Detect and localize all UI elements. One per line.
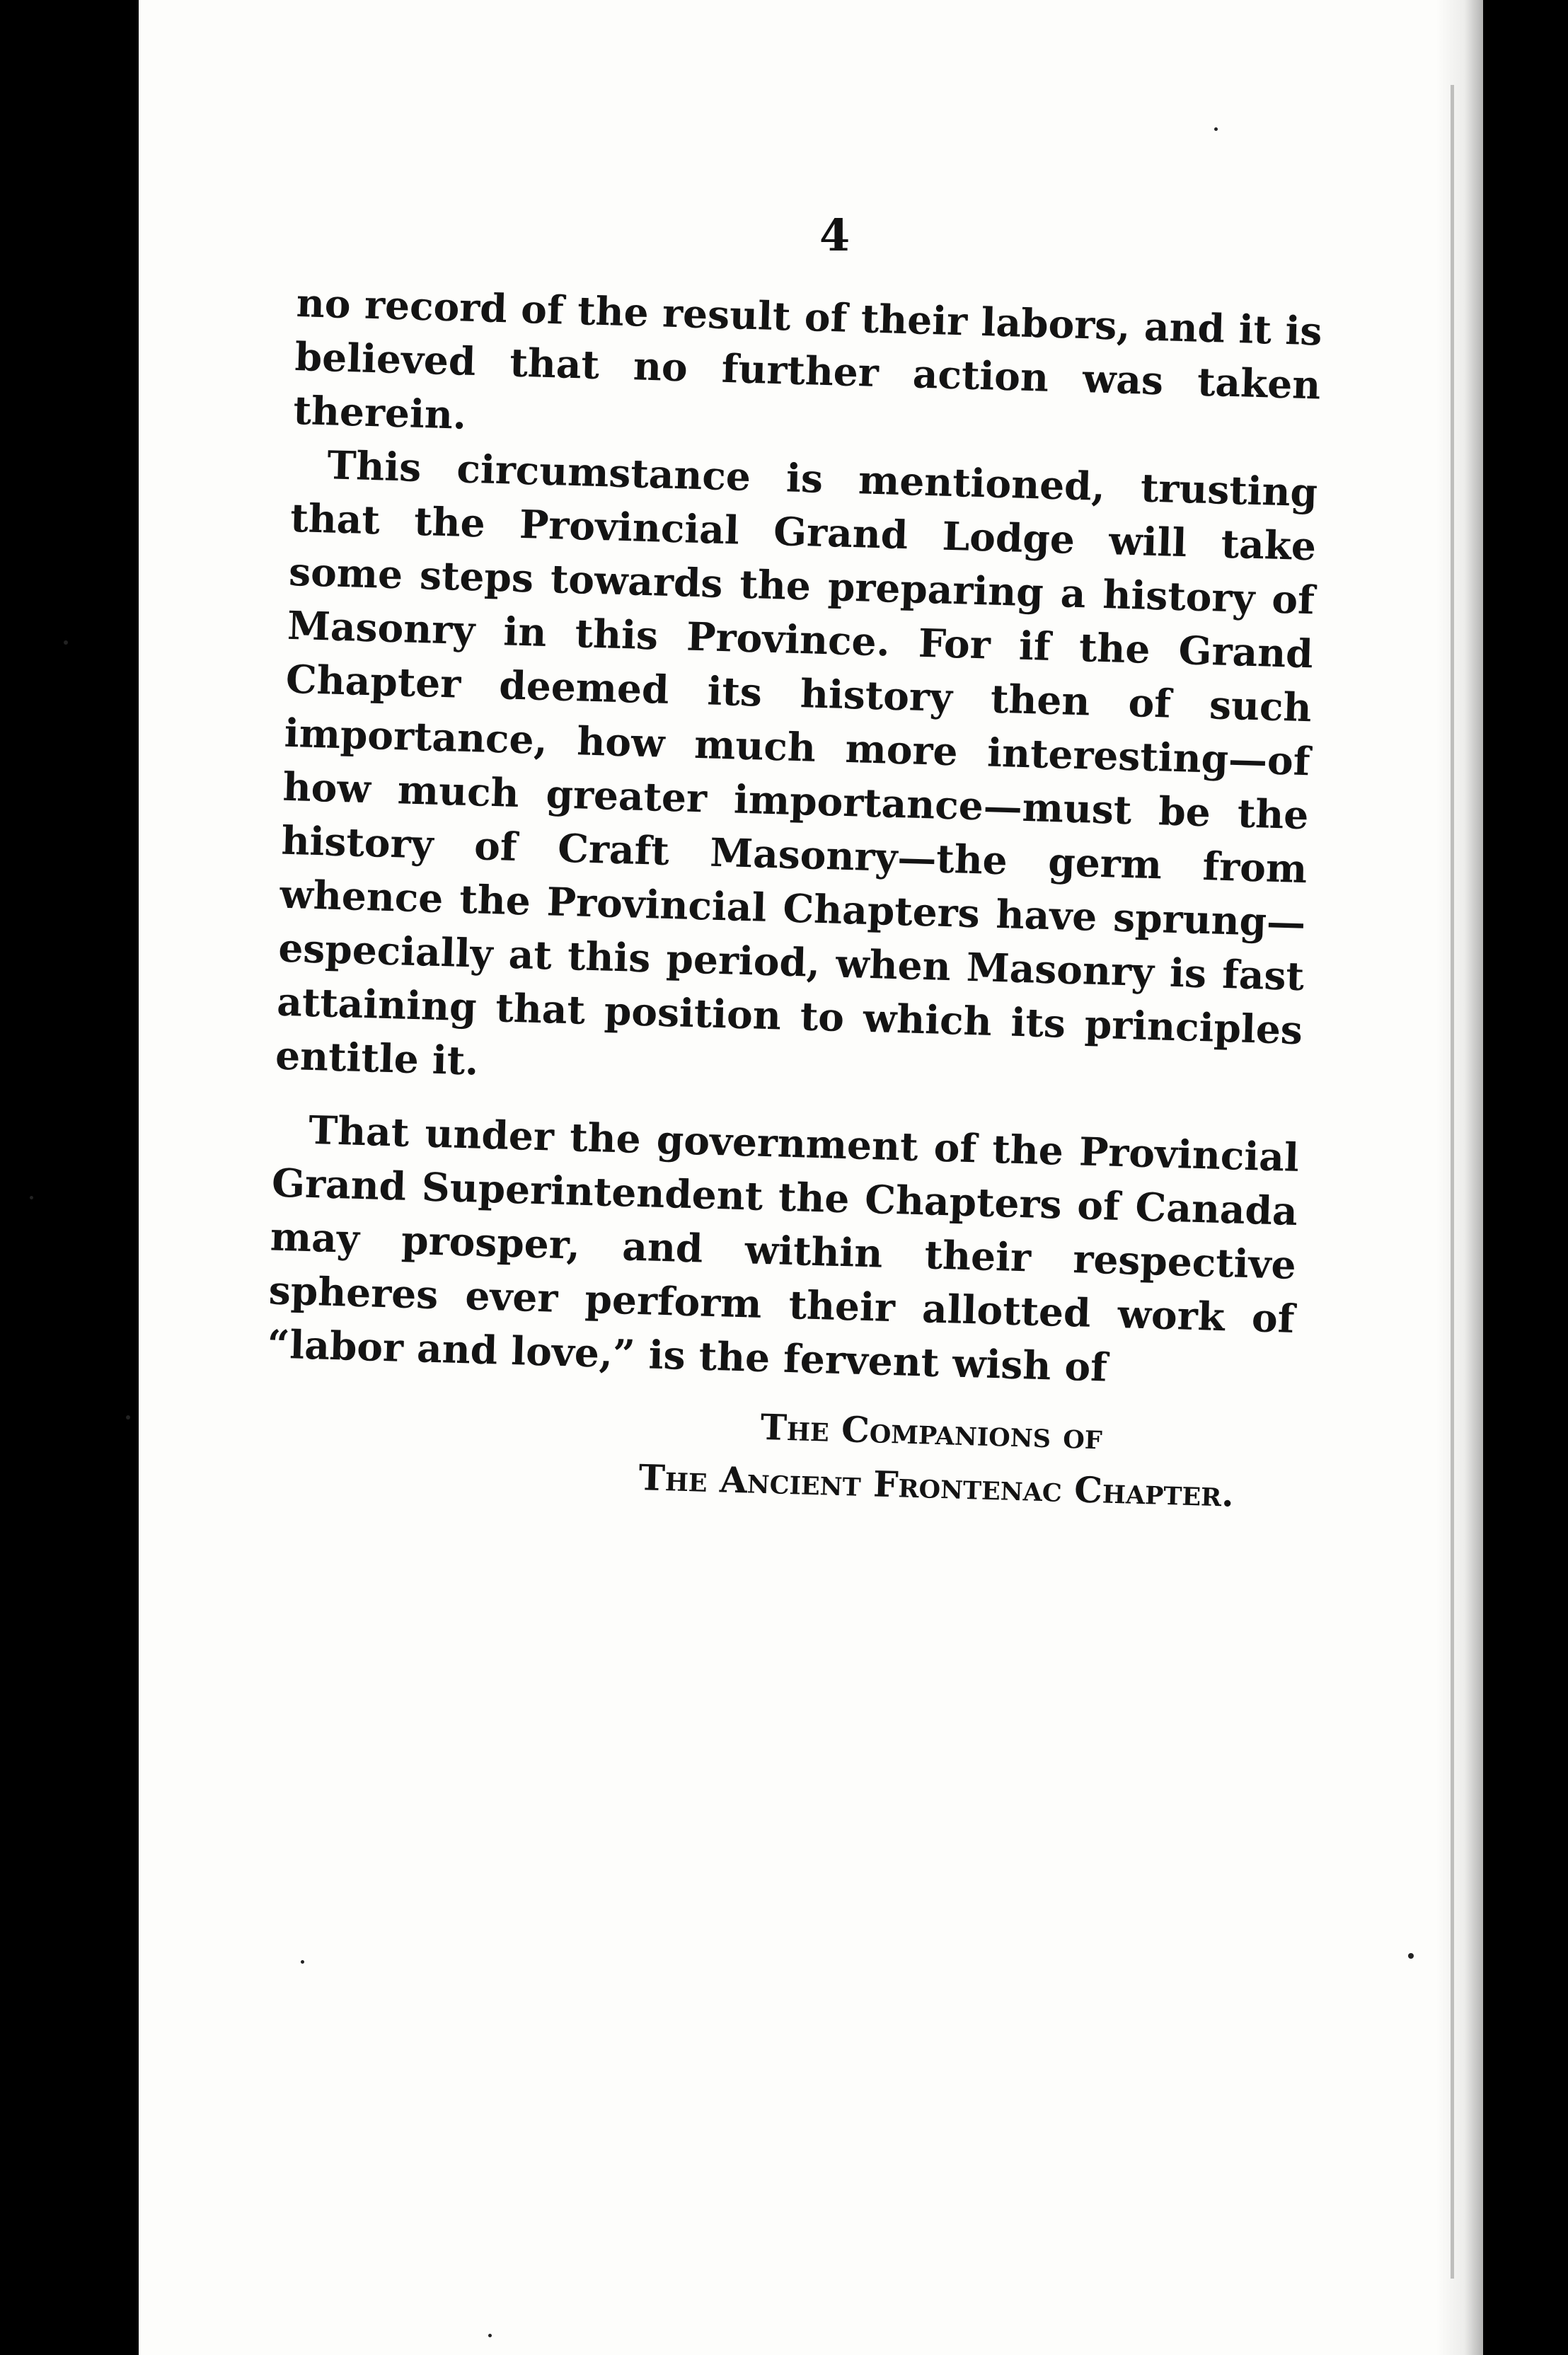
signature-line-1: The Companions of: [760, 1405, 1103, 1458]
scan-speck: [1408, 1953, 1414, 1959]
paragraph-1: no record of the result of their labors, and it is believed that no further action was taken therein.: [292, 279, 1323, 438]
scan-speck: [30, 1196, 33, 1199]
scan-speck: [1214, 127, 1218, 131]
scan-speck: [126, 1415, 130, 1420]
scan-speck: [64, 640, 68, 645]
paragraph-2: This circumstance is mentioned, trusting that the Provincial Grand Lodge will take some steps towards the preparing a history of Masonry in this Province. For if the Grand Chapter deemed its history then of such importance, how much more interesting—of how much greater importance—must be the history of Craft Masonry—the germ from whence the Provincial Chapters have sprung—especially at this period, when Masonry is fast attaining that position to which its principles entitle it.: [275, 442, 1318, 1084]
page-number: 4: [819, 209, 851, 261]
page-edge-shadow: [1436, 0, 1483, 2355]
scan-speck: [488, 2334, 492, 2337]
gutter-line: [1451, 85, 1454, 2279]
scan-speck: [301, 1960, 304, 1964]
paragraph-3: That under the government of the Provincial Grand Superintendent the Chapters of Canada may prosper, and within their respective spheres ever perform their allotted work of “labor and love,” is the fervent wish of: [266, 1106, 1300, 1390]
body-text: [263, 276, 1323, 1523]
signature-line-2: The Ancient Frontenac Chapter.: [638, 1456, 1235, 1515]
